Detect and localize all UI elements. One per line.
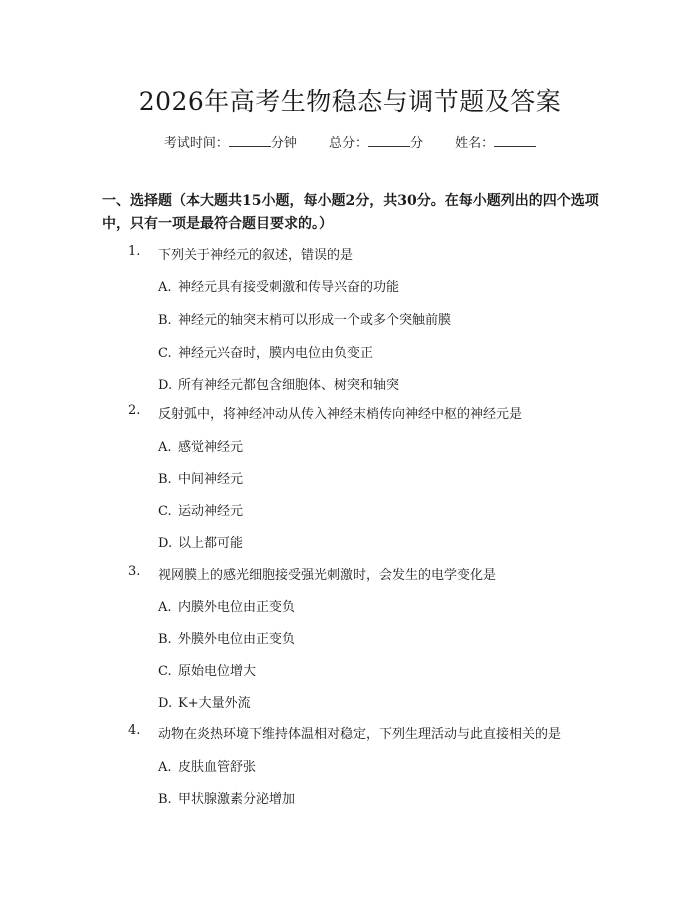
name-blank[interactable] [494, 134, 536, 147]
total-score-label: 总分： [328, 136, 368, 151]
option-letter: B. [158, 472, 172, 487]
option-text: 所有神经元都包含细胞体、树突和轴突 [178, 378, 400, 393]
option-letter: C. [158, 346, 172, 361]
option-text: 原始电位增大 [178, 664, 257, 679]
option-text: 中间神经元 [178, 472, 244, 487]
option-letter: A. [158, 280, 172, 295]
exam-time-field [164, 132, 297, 151]
option-3d[interactable] [158, 692, 251, 711]
question-text: 下列关于神经元的叙述，错误的是 [158, 248, 354, 263]
page-title: 2026年高考生物稳态与调节题及答案 [138, 87, 562, 116]
option-letter: A. [158, 760, 172, 775]
option-4a[interactable] [158, 756, 256, 775]
option-text: 外膜外电位由正变负 [178, 632, 296, 647]
option-2c[interactable] [158, 500, 243, 519]
option-text: 皮肤血管舒张 [178, 760, 257, 775]
question-number: 4. [128, 723, 141, 738]
option-letter: C. [158, 664, 172, 679]
exam-info-line [0, 132, 700, 151]
exam-time-blank[interactable] [229, 134, 271, 147]
option-4b[interactable] [158, 788, 295, 807]
question-text: 动物在炎热环境下维持体温相对稳定，下列生理活动与此直接相关的是 [158, 727, 562, 742]
option-letter: D. [158, 536, 173, 551]
option-text: 神经元具有接受刺激和传导兴奋的功能 [178, 280, 400, 295]
total-score-blank[interactable] [368, 134, 410, 147]
option-letter: A. [158, 440, 172, 455]
question-number: 3. [128, 564, 141, 579]
option-text: 感觉神经元 [178, 440, 244, 455]
option-letter: C. [158, 504, 172, 519]
option-2b[interactable] [158, 468, 243, 487]
section-heading: 一、选择题（本大题共15小题，每小题2分，共30分。在每小题列出的四个选项中，只有一项是最符合题目要求的。） [102, 193, 599, 232]
option-1c[interactable] [158, 342, 373, 361]
total-score-unit: 分 [410, 136, 424, 151]
question-text: 反射弧中，将神经冲动从传入神经末梢传向神经中枢的神经元是 [158, 407, 523, 422]
option-3b[interactable] [158, 628, 295, 647]
question-number: 1. [128, 244, 141, 259]
name-label: 姓名： [455, 136, 495, 151]
total-score-field [329, 132, 423, 151]
option-1b[interactable] [158, 309, 451, 328]
option-1d[interactable] [158, 374, 399, 393]
option-2a[interactable] [158, 436, 243, 455]
option-3c[interactable] [158, 660, 256, 679]
option-letter: B. [158, 632, 172, 647]
option-3a[interactable] [158, 596, 295, 615]
question-number: 2. [128, 403, 141, 418]
option-text: 以上都可能 [178, 536, 244, 551]
option-2d[interactable] [158, 532, 243, 551]
exam-time-label: 考试时间： [163, 136, 229, 151]
option-letter: B. [158, 792, 172, 807]
option-text: 内膜外电位由正变负 [178, 600, 296, 615]
option-1a[interactable] [158, 276, 399, 295]
option-letter: B. [158, 313, 172, 328]
option-text: 神经元的轴突末梢可以形成一个或多个突触前膜 [178, 313, 452, 328]
name-field [455, 132, 536, 151]
option-text: K+大量外流 [178, 696, 251, 711]
option-letter: D. [158, 378, 173, 393]
option-text: 运动神经元 [178, 504, 244, 519]
option-letter: D. [158, 696, 173, 711]
option-letter: A. [158, 600, 172, 615]
option-text: 甲状腺激素分泌增加 [178, 792, 296, 807]
exam-time-unit: 分钟 [270, 136, 297, 151]
question-text: 视网膜上的感光细胞接受强光刺激时，会发生的电学变化是 [158, 568, 497, 583]
option-text: 神经元兴奋时，膜内电位由负变正 [178, 346, 374, 361]
